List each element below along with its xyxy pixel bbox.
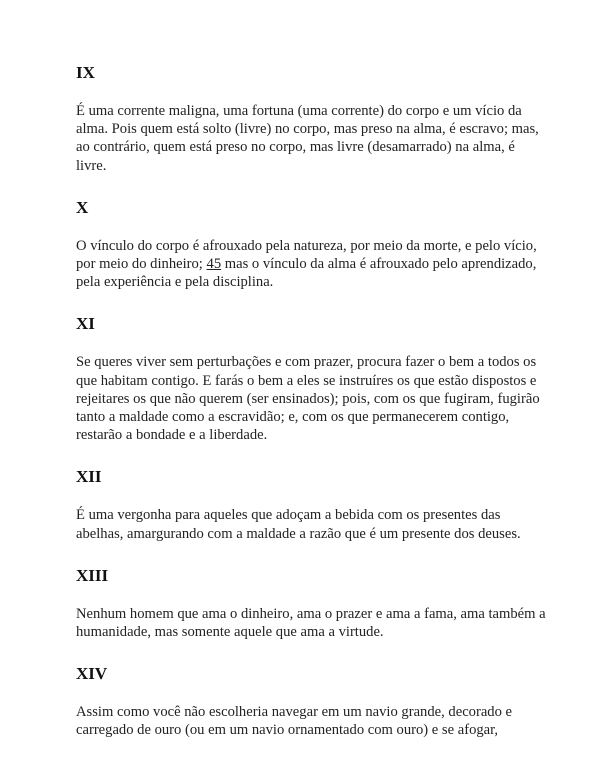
section-heading: IX: [76, 63, 95, 82]
section-paragraph: Assim como você não escolheria navegar em um navio grande, decorado e carregado de ouro (ou em um navio ornamentado com ouro) e se afogar,: [76, 704, 513, 739]
section-heading: XI: [76, 314, 95, 334]
page-reference-number: 45: [206, 256, 222, 273]
section-heading: X: [76, 197, 89, 217]
section-xi: [76, 313, 546, 444]
document-page: [76, 62, 546, 762]
paragraph-text: mas o vínculo da alma é afrouxado pelo aprendizado, pela experiência e pela disciplina.: [76, 256, 537, 291]
section-xii: [76, 466, 546, 542]
section-heading: XIII: [76, 565, 109, 585]
section-paragraph: É uma corrente maligna, uma fortuna (uma corrente) do corpo e um vício da alma. Pois quem está solto (livre) no corpo, mas preso na alma, é escravo; mas, ao contrário, quem está preso no corpo, mas livre (desamarrado) na alma, é livre.: [76, 103, 539, 174]
section-xiv: [76, 663, 546, 739]
section-xiii: [76, 565, 546, 641]
section-paragraph: É uma vergonha para aqueles que adoçam a bebida com os presentes das abelhas, amargurando com a maldade a razão que é um presente dos deuses.: [76, 507, 521, 542]
section-x: [76, 197, 546, 292]
section-heading: XII: [76, 467, 102, 487]
section-ix: [76, 62, 546, 175]
section-heading: XIV: [76, 664, 108, 684]
section-paragraph: Nenhum homem que ama o dinheiro, ama o prazer e ama a fama, ama também a humanidade, mas somente aquele que ama a virtude.: [76, 605, 546, 641]
paragraph-text: O vínculo do corpo é afrouxado pela natureza, por meio da morte, e pelo vício, por meio do dinheiro;: [76, 237, 537, 273]
section-paragraph: Se queres viver sem perturbações e com prazer, procura fazer o bem a todos os que habitam contigo. E farás o bem a eles se instruíres os que estão dispostos e rejeitares os que não querem (ser ensinados); pois, com os que fugiram, fugirão tanto a maldade como a escravidão; e, com os que permanecerem contigo, restarão a bondade e a liberdade.: [76, 354, 540, 444]
section-paragraph: [76, 237, 546, 292]
